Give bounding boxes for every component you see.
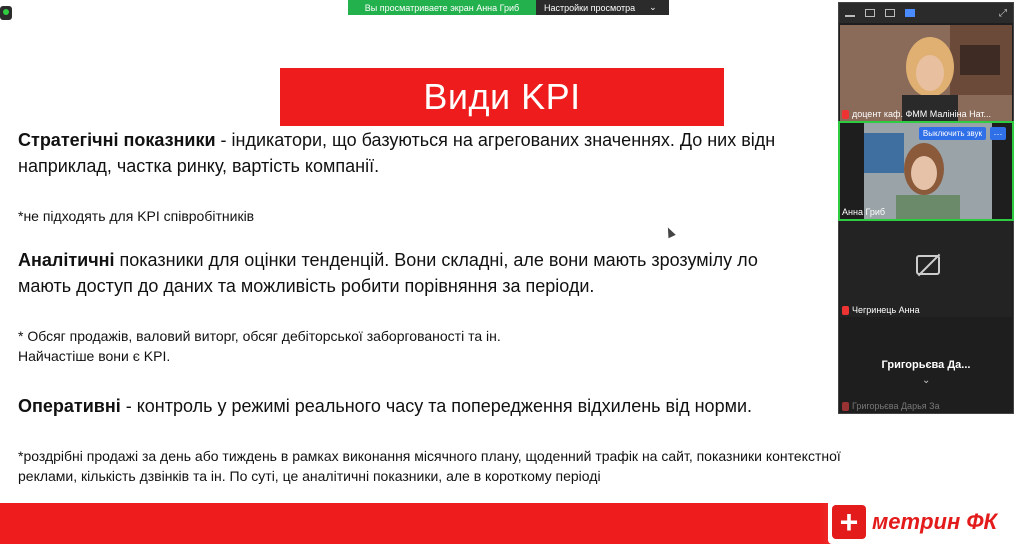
participant-tile-4[interactable] [840,319,1012,413]
analytic-note-1: * Обсяг продажів, валовий виторг, обсяг дебіторської заборгованості та ін. [18,328,501,344]
strategic-note: *не підходять для KPI співробітників [18,208,255,224]
mouse-cursor-icon [664,226,675,238]
participant-name-4: Григорьєва Да... [881,359,971,371]
participant-subname-4: Григорьєва Дарья За [852,401,940,411]
analytic-line-1 [18,248,758,273]
speaker-view-icon[interactable] [865,9,875,17]
participant-name-1: доцент каф. ФММ Малініна Нат... [852,109,992,119]
strategic-line-1 [18,128,775,153]
analytic-note-2: Найчастіше вони є KPI. [18,348,171,364]
participant-tile-1[interactable] [840,25,1012,121]
muted-mic-icon [842,110,849,119]
screen-share-topbar [348,0,669,15]
operative-note-2: реклами, кількість дзвінків та ін. По суті, це аналітичні показники, але в короткому періоді [18,468,601,484]
company-logo [828,500,1024,544]
participant-name-tag-2 [842,207,885,217]
security-shield-icon[interactable] [0,6,12,20]
camera-off-icon [916,255,940,275]
slide-title: Види KPI [423,76,581,117]
participants-video-panel [838,2,1014,414]
operative-definition: - контроль у режимі реального часу та попередження відхилень від норми. [120,396,753,416]
participant-name-2: Анна Гриб [842,207,886,217]
chevron-down-icon[interactable]: ⌄ [922,375,931,386]
unmute-button[interactable]: Выключить звук [919,127,986,140]
muted-mic-icon [842,402,849,411]
logo-text: метрин ФК [872,509,998,534]
participant-video-1 [840,25,1012,121]
gallery-view-icon[interactable] [905,9,915,17]
view-options-label: Настройки просмотра [544,2,636,13]
participant-name-tag-4 [842,401,940,411]
chevron-down-icon: ⌄ [649,2,657,12]
strategic-definition: - індикатори, що базуються на агрегованих значеннях. До них відн [215,130,776,150]
viewing-screen-banner: Вы просматриваете экран Анна Гриб [348,0,536,15]
video-panel-toolbar [839,3,1013,23]
logo-cross-icon: + [832,505,866,539]
strategic-term: Стратегічні показники [18,130,216,150]
operative-term: Оперативні [18,396,121,416]
participant-tile-3[interactable] [840,221,1012,317]
analytic-line-2: мають доступ до даних та можливість робити порівняння за періоди. [18,276,595,296]
analytic-term: Аналітичні [18,250,115,270]
more-options-button[interactable]: ··· [990,127,1006,140]
view-options-button[interactable] [536,0,669,15]
minimize-icon[interactable] [845,15,855,17]
participant-name-tag-1 [842,109,991,119]
thumbnail-view-icon[interactable] [885,9,895,17]
analytic-definition: показники для оцінки тенденцій. Вони складні, але вони мають зрозумілу ло [114,250,758,270]
maximize-icon[interactable]: ⤢ [999,7,1007,19]
participant-tile-2[interactable] [840,123,1012,219]
participant-name-3: Чегринець Анна [852,305,920,315]
slide-title-banner [280,68,724,126]
operative-line [18,394,752,419]
participant-name-tag-3 [842,305,920,315]
operative-note-1: *роздрібні продажі за день або тиждень в рамках виконання місячного плану, щоденний трафік на сайт, показники контекстної [18,448,841,464]
strategic-line-2: наприклад, частка ринку, вартість компанії. [18,156,380,176]
muted-mic-icon [842,306,849,315]
